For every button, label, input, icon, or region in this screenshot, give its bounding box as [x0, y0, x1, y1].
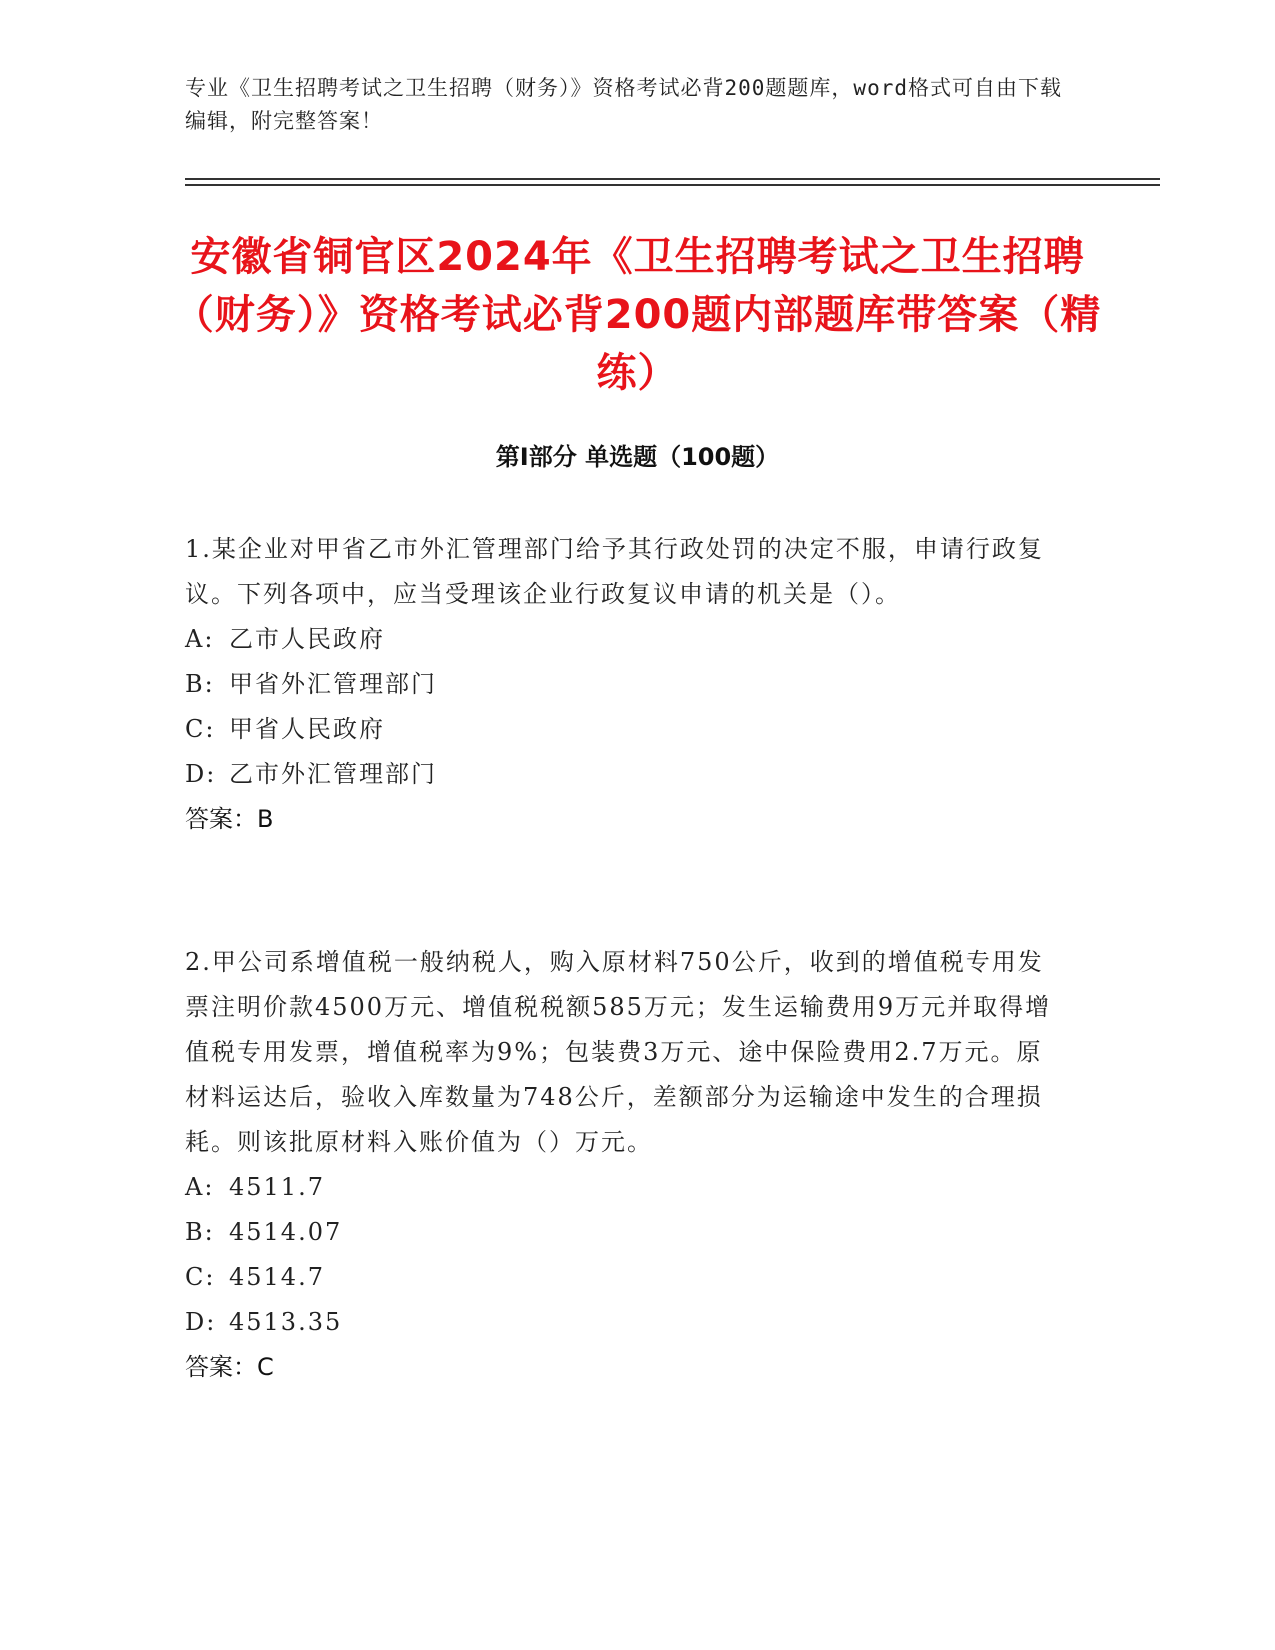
- question-stem: 2.甲公司系增值税一般纳税人，购入原材料750公斤，收到的增值税专用发票注明价款4500万元、增值税税额585万元；发生运输费用9万元并取得增值税专用发票，增值税率为9%；包装费3万元、途中保险费用2.7万元。原材料运达后，验收入库数量为748公斤，差额部分为运输途中发生的合理损耗。则该批原材料入账价值为（）万元。: [185, 948, 1052, 1156]
- option-b: [185, 662, 1065, 707]
- option-a: [185, 1165, 1065, 1210]
- option-text: 乙市人民政府: [229, 625, 385, 653]
- option-key: B:: [185, 670, 215, 698]
- document-title: 安徽省铜官区2024年《卫生招聘考试之卫生招聘（财务）》资格考试必背200题内部题库带答案（精练）: [173, 234, 1102, 396]
- answer-line: 答案：B: [185, 805, 274, 833]
- option-text: 乙市外汇管理部门: [229, 760, 437, 788]
- option-c: [185, 1255, 1065, 1300]
- question-1: [185, 527, 1065, 842]
- header-note: 专业《卫生招聘考试之卫生招聘（财务）》资格考试必背200题题库，word格式可自由下载编辑，附完整答案！: [185, 76, 1062, 133]
- option-key: A:: [185, 625, 215, 653]
- option-key: D:: [185, 760, 217, 788]
- option-key: C:: [185, 1263, 216, 1291]
- option-key: C:: [185, 715, 216, 743]
- option-text: 4514.07: [229, 1218, 343, 1246]
- section-heading: 第Ⅰ部分 单选题（100题）: [495, 443, 780, 471]
- option-c: [185, 707, 1065, 752]
- option-key: B:: [185, 1218, 215, 1246]
- option-text: 4511.7: [229, 1173, 325, 1201]
- option-a: [185, 617, 1065, 662]
- header-divider-top: [185, 178, 1160, 180]
- option-key: D:: [185, 1308, 217, 1336]
- question-stem: 1.某企业对甲省乙市外汇管理部门给予其行政处罚的决定不服，申请行政复议。下列各项中，应当受理该企业行政复议申请的机关是（）。: [185, 535, 1044, 608]
- option-text: 4514.7: [229, 1263, 325, 1291]
- option-d: [185, 1300, 1065, 1345]
- option-b: [185, 1210, 1065, 1255]
- answer-line: 答案：C: [185, 1353, 274, 1381]
- header-divider-bottom: [185, 184, 1160, 186]
- question-2: [185, 940, 1065, 1390]
- option-text: 甲省人民政府: [229, 715, 385, 743]
- option-text: 4513.35: [229, 1308, 343, 1336]
- option-text: 甲省外汇管理部门: [229, 670, 437, 698]
- option-d: [185, 752, 1065, 797]
- option-key: A:: [185, 1173, 215, 1201]
